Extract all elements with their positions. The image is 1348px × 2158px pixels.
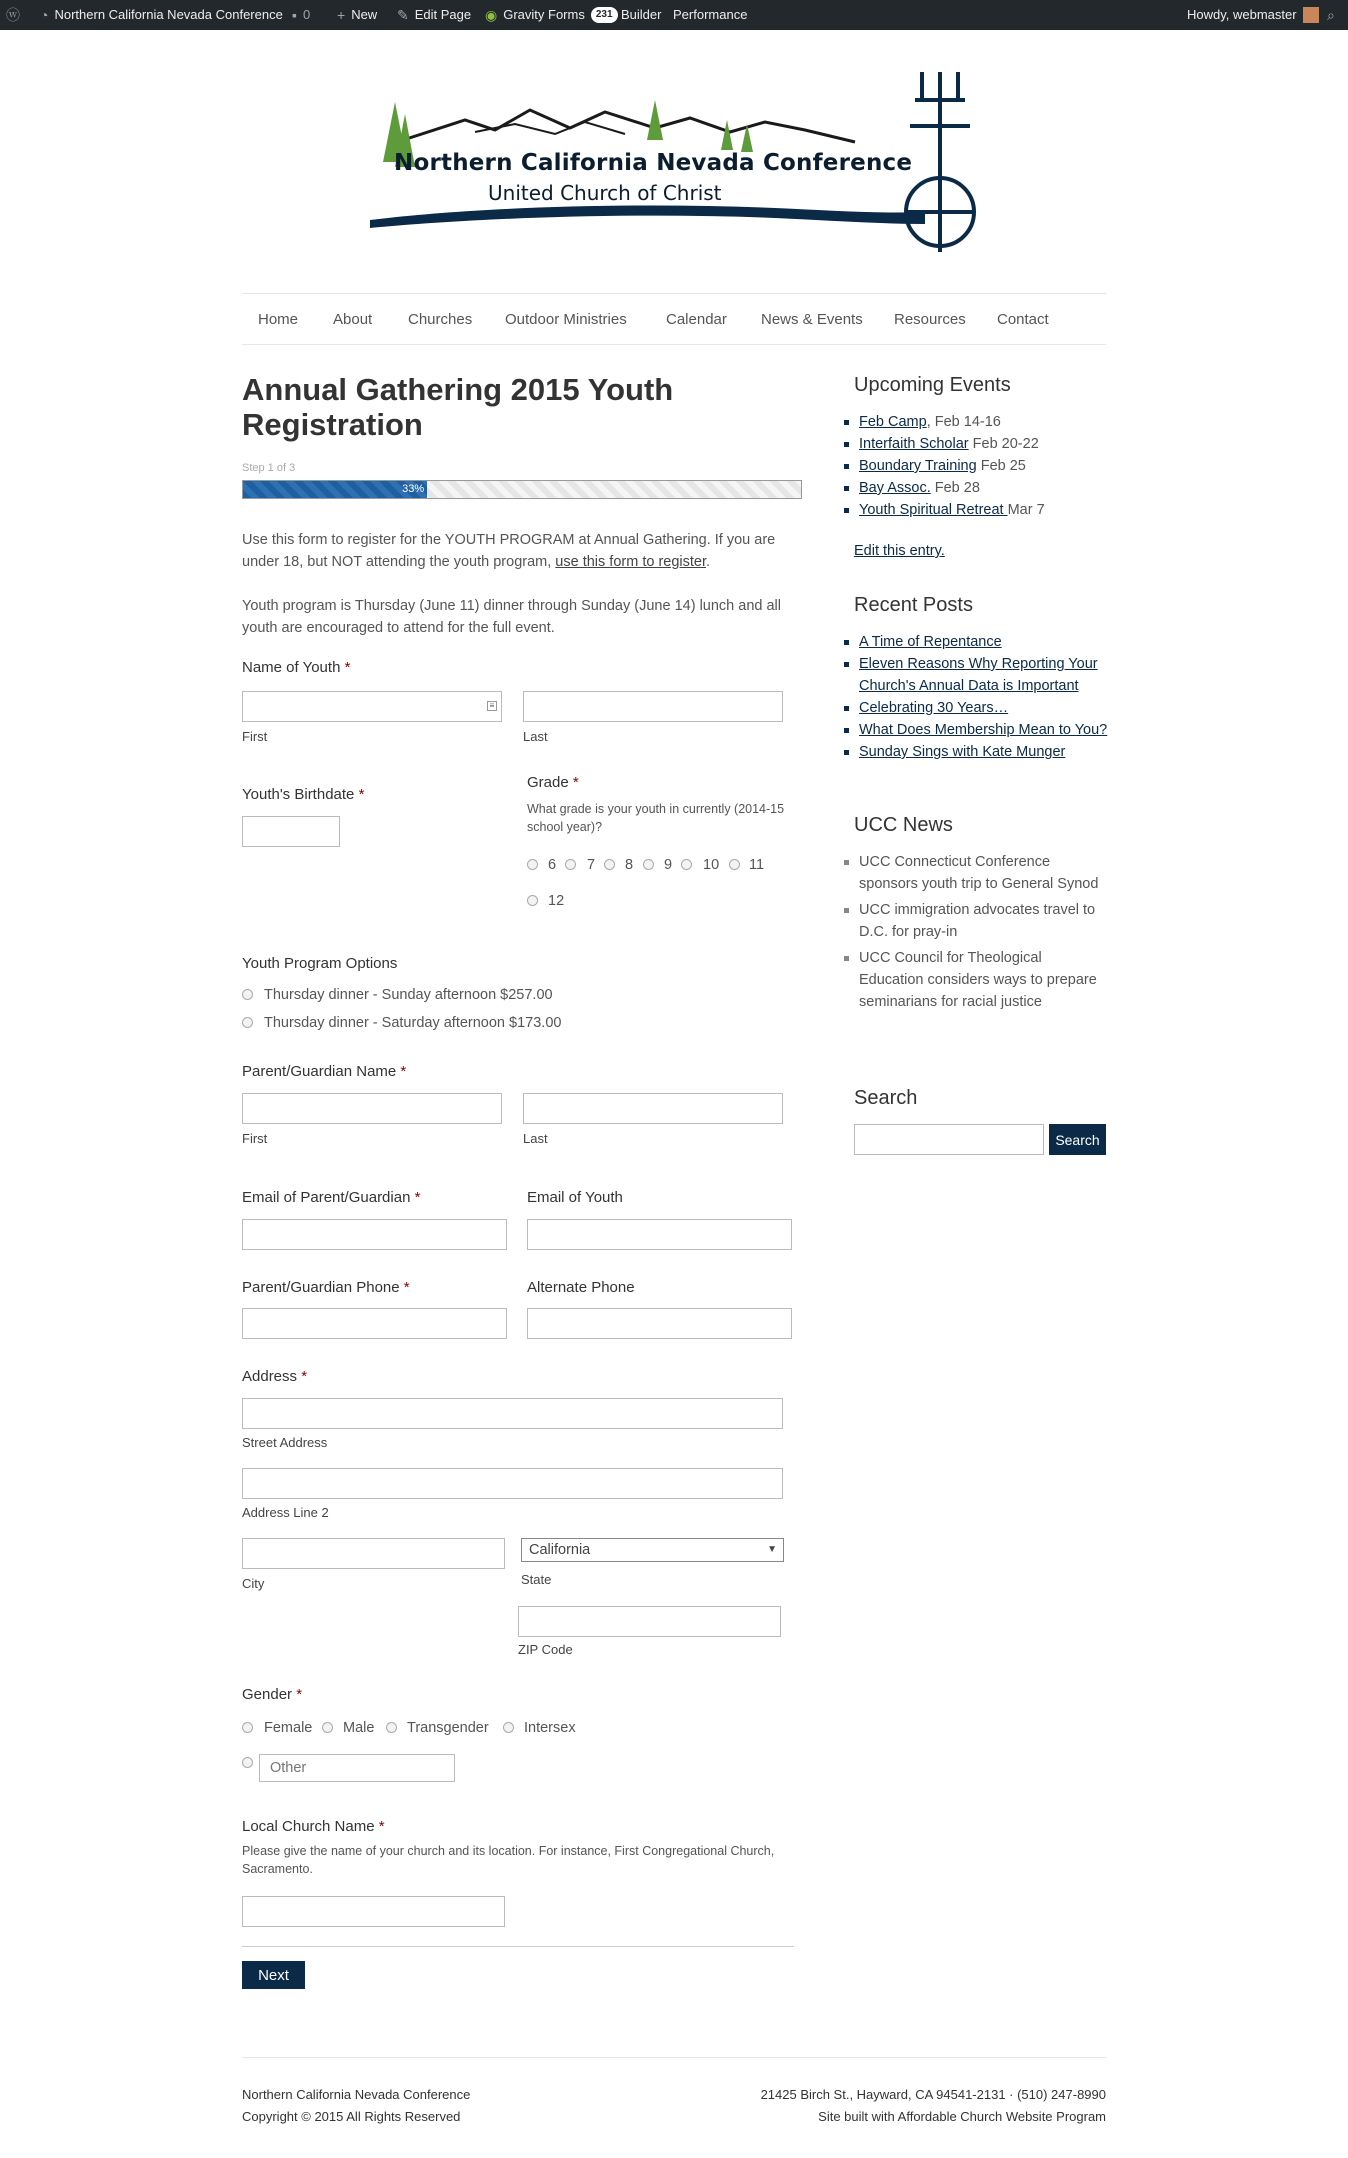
comment-icon: ▪	[292, 7, 297, 23]
list-item	[844, 631, 1114, 653]
event-link[interactable]: Boundary Training	[859, 458, 977, 474]
plus-icon: +	[337, 7, 346, 23]
street-address-input[interactable]	[242, 1398, 783, 1429]
grade-radio-9[interactable]	[643, 859, 654, 870]
recent-posts-list	[844, 631, 1114, 763]
program-options-label: Youth Program Options	[242, 955, 398, 972]
nav-item-calendar[interactable]: Calendar	[666, 311, 727, 328]
gravity-forms-icon: ◉	[485, 7, 498, 23]
youth-last-label: Last	[523, 729, 548, 744]
list-item[interactable]: UCC Council for Theological Education considers ways to prepare seminarians for racial justice	[844, 947, 1109, 1013]
gender-radio-other[interactable]	[242, 1757, 253, 1768]
gender-radio-intersex[interactable]	[503, 1722, 514, 1733]
nav-item-outdoor-ministries[interactable]: Outdoor Ministries	[505, 311, 627, 328]
nav-item-news-events[interactable]: News & Events	[761, 311, 863, 328]
parent-first-label: First	[242, 1131, 268, 1146]
youth-email-input[interactable]	[527, 1219, 792, 1250]
youth-name-label: Name of Youth *	[242, 659, 351, 676]
option-saturday-label: Thursday dinner - Saturday afternoon $173.00	[264, 1015, 562, 1031]
address-line2-input[interactable]	[242, 1468, 783, 1499]
ucc-news-list	[844, 851, 1109, 1017]
gender-radio-male[interactable]	[322, 1722, 333, 1733]
parent-first-name-input[interactable]	[242, 1093, 502, 1124]
footer-built[interactable]: Site built with Affordable Church Website Program	[818, 2109, 1106, 2124]
list-item: Feb Camp, Feb 14-16	[844, 411, 1114, 433]
parent-phone-label: Parent/Guardian Phone *	[242, 1279, 410, 1296]
post-link[interactable]: A Time of Repentance	[859, 634, 1002, 650]
list-item[interactable]: UCC Connecticut Conference sponsors youth trip to General Synod	[844, 851, 1109, 895]
comments-link[interactable]: ▪ 0	[292, 0, 310, 30]
grade-description: What grade is your youth in currently (2014-15 school year)?	[527, 802, 785, 834]
parent-email-input[interactable]	[242, 1219, 507, 1250]
event-link[interactable]: Interfaith Scholar	[859, 436, 969, 452]
ucc-news-heading: UCC News	[854, 814, 953, 836]
edit-entry-link[interactable]: Edit this entry.	[854, 543, 945, 559]
parent-last-name-input[interactable]	[523, 1093, 783, 1124]
footer-divider	[242, 2057, 1106, 2058]
church-label: Local Church Name *	[242, 1818, 385, 1835]
grade-radio-12[interactable]	[527, 895, 538, 906]
next-button[interactable]: Next	[242, 1961, 305, 1989]
progress-fill: 33%	[243, 481, 427, 498]
form-divider	[242, 1946, 794, 1947]
gender-label: Gender *	[242, 1686, 303, 1703]
site-logo[interactable]	[355, 62, 990, 262]
performance-link[interactable]: Performance	[673, 7, 748, 22]
event-link[interactable]: Youth Spiritual Retreat	[859, 502, 1008, 518]
grade-radio-11[interactable]	[729, 859, 740, 870]
nav-item-about[interactable]: About	[333, 311, 373, 328]
alt-phone-label: Alternate Phone	[527, 1279, 635, 1296]
gender-intersex-label: Intersex	[524, 1720, 576, 1736]
address-line2-label: Address Line 2	[242, 1505, 329, 1520]
gravity-forms-link[interactable]: ◉ Gravity Forms 231	[485, 0, 618, 30]
state-label: State	[521, 1572, 552, 1587]
parent-phone-input[interactable]	[242, 1308, 507, 1339]
post-link[interactable]: What Does Membership Mean to You?	[859, 722, 1108, 738]
list-item	[844, 697, 1114, 719]
list-item	[844, 719, 1114, 741]
youth-email-label: Email of Youth	[527, 1189, 623, 1206]
pencil-icon: ✎	[397, 7, 409, 23]
city-input[interactable]	[242, 1538, 505, 1569]
admin-bar	[0, 0, 1348, 30]
builder-link[interactable]: Builder	[621, 7, 662, 22]
list-item: Youth Spiritual Retreat Mar 7	[844, 499, 1114, 521]
list-item: Interfaith Scholar Feb 20-22	[844, 433, 1114, 455]
list-item	[844, 741, 1114, 763]
gender-male-label: Male	[343, 1720, 375, 1736]
nav-item-resources[interactable]: Resources	[894, 311, 966, 328]
site-name-link[interactable]: ◔ Northern California Nevada Conference	[40, 0, 283, 30]
church-name-input[interactable]	[242, 1896, 505, 1927]
option-radio-saturday[interactable]	[242, 1017, 253, 1028]
youth-first-label: First	[242, 729, 268, 744]
footer-address: 21425 Birch St., Hayward, CA 94541-2131 · (510) 247-8990	[760, 2087, 1106, 2102]
search-input[interactable]	[854, 1124, 1044, 1155]
step-indicator: Step 1 of 3	[242, 462, 296, 474]
zip-label: ZIP Code	[518, 1642, 573, 1657]
gender-female-label: Female	[264, 1720, 313, 1736]
register-form-link[interactable]: use this form to register	[555, 554, 706, 570]
parent-last-label: Last	[523, 1131, 548, 1146]
address-label: Address *	[242, 1368, 308, 1385]
recent-posts-heading: Recent Posts	[854, 594, 973, 616]
wordpress-logo-icon[interactable]: ⓦ	[6, 7, 20, 23]
footer-org: Northern California Nevada Conference	[242, 2087, 471, 2102]
gender-transgender-label: Transgender	[407, 1720, 489, 1736]
youth-last-name-input[interactable]	[523, 691, 783, 722]
alt-phone-input[interactable]	[527, 1308, 792, 1339]
event-link[interactable]: Bay Assoc.	[859, 480, 931, 496]
edit-page-link[interactable]: ✎ Edit Page	[397, 0, 471, 30]
events-heading: Upcoming Events	[854, 374, 1011, 396]
intro-paragraph: Use this form to register for the YOUTH PROGRAM at Annual Gathering. If you are under 18, but NOT attending the youth program, use this form to register.	[242, 532, 776, 570]
logo-title: Northern California Nevada Conference	[394, 150, 913, 176]
grade-radio-6[interactable]	[527, 859, 538, 870]
dashboard-icon: ◔	[40, 7, 49, 23]
list-item[interactable]: UCC immigration advocates travel to D.C. for pray-in	[844, 899, 1109, 943]
events-list	[844, 411, 1114, 521]
search-heading: Search	[854, 1087, 918, 1109]
account-menu[interactable]: Howdy, webmaster	[1187, 0, 1319, 30]
page-title: Annual Gathering 2015 Youth Registration	[242, 372, 674, 442]
parent-email-label: Email of Parent/Guardian *	[242, 1189, 421, 1206]
nav-item-home[interactable]: Home	[258, 311, 299, 328]
gravity-forms-count: 231	[591, 7, 618, 23]
city-label: City	[242, 1576, 265, 1591]
post-link[interactable]: Sunday Sings with Kate Munger	[859, 744, 1066, 760]
gender-radio-female[interactable]	[242, 1722, 253, 1733]
list-item: Bay Assoc. Feb 28	[844, 477, 1114, 499]
logo-subtitle: United Church of Christ	[488, 181, 722, 205]
list-item: Boundary Training Feb 25	[844, 455, 1114, 477]
dropdown-arrow-icon: ▼	[767, 1544, 777, 1555]
nav-item-churches[interactable]: Churches	[408, 311, 473, 328]
nav-item-contact[interactable]: Contact	[997, 311, 1049, 328]
birthdate-input[interactable]	[242, 816, 340, 847]
option-sunday-label: Thursday dinner - Sunday afternoon $257.00	[264, 987, 553, 1003]
footer-copyright: Copyright © 2015 All Rights Reserved	[242, 2109, 461, 2124]
street-address-label: Street Address	[242, 1435, 328, 1450]
birthdate-label: Youth's Birthdate *	[242, 786, 365, 803]
list-item	[844, 653, 1114, 697]
gender-other-input[interactable]	[259, 1754, 455, 1782]
autofill-icon: ≡	[487, 701, 497, 711]
youth-first-name-input[interactable]	[242, 691, 502, 722]
grade-label: Grade *	[527, 774, 579, 791]
grade-radio-7[interactable]	[565, 859, 576, 870]
post-link[interactable]: Celebrating 30 Years…	[859, 700, 1009, 716]
search-icon[interactable]: ⌕	[1327, 7, 1335, 23]
grade-radio-10[interactable]	[681, 859, 692, 870]
progress-bar	[242, 480, 802, 499]
parent-name-label: Parent/Guardian Name *	[242, 1063, 407, 1080]
state-select[interactable]: California ▼	[521, 1538, 784, 1562]
gender-radio-transgender[interactable]	[386, 1722, 397, 1733]
search-button[interactable]: Search	[1049, 1124, 1106, 1155]
zip-input[interactable]	[518, 1606, 781, 1637]
schedule-paragraph: Youth program is Thursday (June 11) dinner through Sunday (June 14) lunch and all youth are encouraged to attend for the full event.	[242, 598, 781, 636]
avatar	[1303, 7, 1319, 23]
new-content-link[interactable]: + New	[337, 0, 377, 30]
post-link[interactable]: Eleven Reasons Why Reporting Your Church's Annual Data is Important	[859, 656, 1098, 694]
church-description: Please give the name of your church and its location. For instance, First Congregational Church, Sacramento.	[242, 1844, 775, 1876]
option-radio-sunday[interactable]	[242, 989, 253, 1000]
event-link[interactable]: Feb Camp	[859, 414, 927, 430]
main-navigation	[242, 293, 1106, 345]
grade-radio-8[interactable]	[604, 859, 615, 870]
